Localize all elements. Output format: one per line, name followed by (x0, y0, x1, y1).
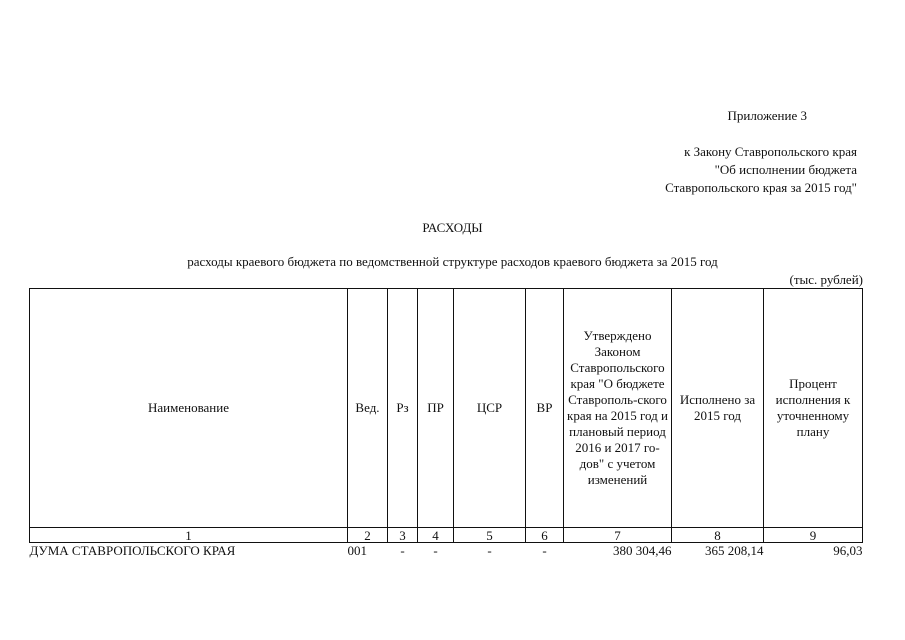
expenditure-table (29, 288, 863, 561)
column-header-name: Наименование (30, 289, 348, 528)
row-name: ДУМА СТАВРОПОЛЬСКОГО КРАЯ (29, 543, 236, 558)
appendix-label: Приложение 3 (727, 108, 807, 123)
row-executed: 365 208,14 (705, 543, 764, 558)
row-pr: - (433, 543, 438, 558)
column-number: 4 (418, 528, 454, 543)
column-header-ved: Вед. (348, 289, 388, 528)
column-header-rz: Рз (388, 289, 418, 528)
row-percent: 96,03 (833, 543, 863, 558)
row-ved: 001 (347, 543, 367, 558)
units-label: (тыс. рублей) (789, 272, 863, 287)
law-reference-line: "Об исполнении бюджета (714, 162, 857, 177)
row-vr: - (542, 543, 547, 558)
law-reference-line: Ставропольского края за 2015 год" (665, 180, 857, 195)
column-number: 1 (30, 528, 348, 543)
table-row (30, 543, 863, 562)
column-number: 8 (672, 528, 764, 543)
column-number: 2 (348, 528, 388, 543)
row-rz: - (400, 543, 405, 558)
column-header-executed: Исполнено за 2015 год (672, 289, 764, 528)
row-csr: - (487, 543, 492, 558)
document-subtitle: расходы краевого бюджета по ведомственной структуре расходов краевого бюджета за 2015 год (187, 254, 718, 269)
column-header-pr: ПР (418, 289, 454, 528)
column-number: 7 (564, 528, 672, 543)
column-header-vr: ВР (526, 289, 564, 528)
column-number: 9 (764, 528, 863, 543)
column-number: 6 (526, 528, 564, 543)
column-number: 3 (388, 528, 418, 543)
document-title: РАСХОДЫ (422, 220, 483, 235)
row-approved: 380 304,46 (613, 543, 672, 558)
column-header-csr: ЦСР (454, 289, 526, 528)
column-header-percent: Процент исполнения к уточненному плану (764, 289, 863, 528)
law-reference (597, 143, 857, 197)
column-number: 5 (454, 528, 526, 543)
column-header-approved: Утверждено Законом Ставропольского края "О бюджете Ставрополь-ского края на 2015 год и плановый период 2016 и 2017 го-дов" с учетом изменений (564, 289, 672, 528)
law-reference-line: к Закону Ставропольского края (684, 144, 857, 159)
